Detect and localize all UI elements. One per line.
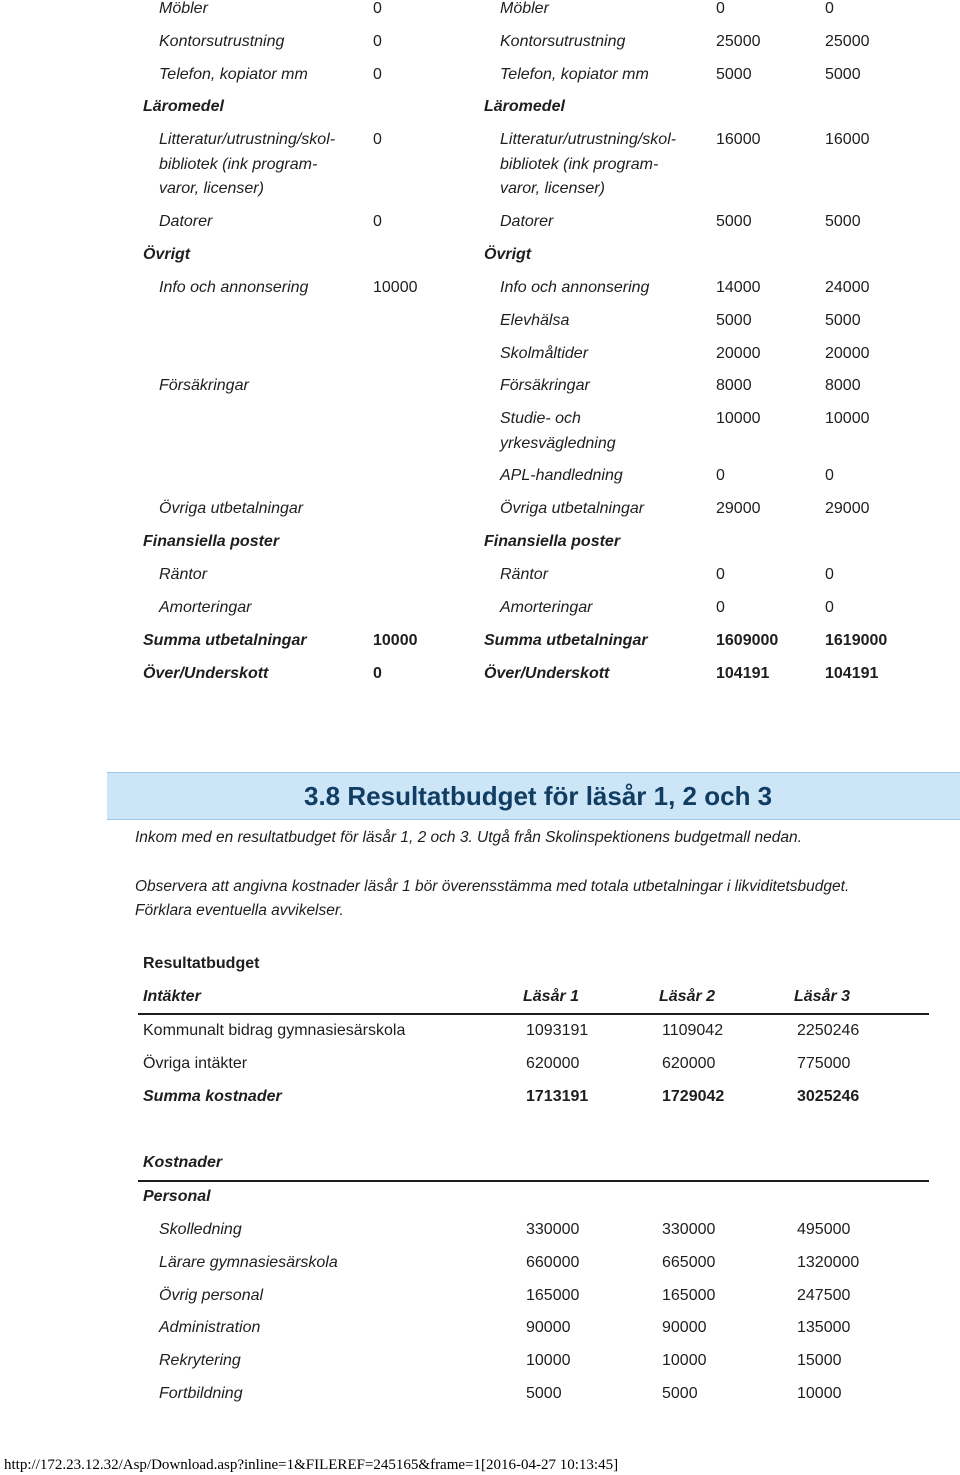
personnel-row-value: 90000 <box>662 1319 707 1337</box>
left-row-label: Summa utbetalningar <box>143 632 307 649</box>
right-row-label: bibliotek (ink program- <box>500 155 659 173</box>
right-row-label: yrkesvägledning <box>500 434 616 452</box>
income-total-value: 1729042 <box>662 1088 725 1105</box>
right-row-label: varor, licenser) <box>500 180 605 197</box>
right-row-value-2: 0 <box>825 599 834 616</box>
right-row-value-2: 10000 <box>825 410 870 427</box>
right-row-value-2: 20000 <box>825 345 870 362</box>
right-row-value-2: 5000 <box>825 312 861 329</box>
income-row-value: 2250246 <box>797 1022 860 1039</box>
left-row-label: Litteratur/utrustning/skol- <box>159 131 336 148</box>
section-intro: Inkom med en resultatbudget för läsår 1, 2 och 3. Utgå från Skolinspektionens budgetmall nedan. <box>135 829 802 846</box>
left-row-label: Möbler <box>159 0 208 17</box>
personnel-row-value: 10000 <box>662 1352 707 1370</box>
income-header-label: Intäkter <box>143 988 201 1005</box>
right-row-label: Datorer <box>500 213 554 230</box>
personnel-row-value: 90000 <box>526 1319 571 1337</box>
personnel-row-value: 165000 <box>662 1286 716 1304</box>
section-title: 3.8 Resultatbudget för läsår 1, 2 och 3 <box>304 781 773 811</box>
right-row-value-2: 104191 <box>825 665 879 682</box>
income-header-col: Läsår 2 <box>659 988 716 1005</box>
left-row-value: 0 <box>373 66 382 83</box>
right-row-value-1: 16000 <box>716 131 761 148</box>
right-row-label: Studie- och <box>500 410 581 427</box>
right-row-value-2: 29000 <box>825 500 870 517</box>
left-row-value: 0 <box>373 0 382 17</box>
right-row-value-2: 0 <box>825 0 834 17</box>
income-total-label: Summa kostnader <box>143 1088 282 1105</box>
right-row-value-1: 5000 <box>716 312 752 329</box>
left-row-label: Info och annonsering <box>159 279 309 296</box>
personnel-row-value: 1320000 <box>797 1253 860 1271</box>
right-row-label: Kontorsutrustning <box>500 33 626 50</box>
personnel-row-value: 10000 <box>797 1385 842 1402</box>
right-row-value-1: 0 <box>716 566 725 583</box>
right-row-value-1: 1609000 <box>716 632 779 649</box>
personnel-row-label: Skolledning <box>159 1221 242 1238</box>
personnel-row-value: 15000 <box>797 1352 842 1370</box>
right-row-label: Telefon, kopiator mm <box>500 66 649 83</box>
result-budget-title: Resultatbudget <box>143 955 260 972</box>
right-section-heading: Övrigt <box>484 246 532 263</box>
personnel-row-value: 247500 <box>797 1286 851 1304</box>
personnel-row-value: 10000 <box>526 1352 571 1370</box>
right-row-value-1: 25000 <box>716 33 761 50</box>
right-section-heading: Läromedel <box>484 98 565 115</box>
personnel-row-value: 330000 <box>662 1221 716 1238</box>
income-total-value: 3025246 <box>797 1088 860 1105</box>
left-row-label: bibliotek (ink program- <box>159 155 318 173</box>
left-row-label: Telefon, kopiator mm <box>159 66 308 83</box>
income-row-value: 620000 <box>662 1055 716 1072</box>
right-row-label: Övriga utbetalningar <box>500 500 645 517</box>
right-row-label: Möbler <box>500 0 549 17</box>
personnel-row-label: Lärare gymnasiesärskola <box>159 1253 338 1271</box>
left-row-value: 0 <box>373 131 382 148</box>
costs-title: Kostnader <box>143 1154 223 1171</box>
right-row-label: Räntor <box>500 566 549 583</box>
right-row-value-1: 0 <box>716 0 725 17</box>
personnel-title: Personal <box>143 1188 211 1205</box>
left-row-value: 10000 <box>373 632 418 649</box>
right-row-label: Över/Underskott <box>484 665 610 682</box>
income-row-label: Kommunalt bidrag gymnasiesärskola <box>143 1022 406 1039</box>
income-header-col: Läsår 1 <box>523 988 580 1005</box>
right-row-label: Elevhälsa <box>500 312 570 329</box>
personnel-row-value: 330000 <box>526 1221 580 1238</box>
personnel-row-label: Fortbildning <box>159 1385 243 1402</box>
income-row-value: 620000 <box>526 1055 580 1072</box>
right-row-value-2: 5000 <box>825 66 861 83</box>
right-row-label: Skolmåltider <box>500 345 589 362</box>
income-row-value: 1093191 <box>526 1022 589 1039</box>
right-section-heading: Finansiella poster <box>484 533 621 550</box>
left-row-value: 0 <box>373 665 382 682</box>
right-row-value-1: 5000 <box>716 213 752 230</box>
left-section-heading: Läromedel <box>143 98 224 115</box>
costs-rule <box>138 1180 929 1182</box>
personnel-row-value: 660000 <box>526 1253 580 1271</box>
right-row-value-2: 0 <box>825 566 834 583</box>
left-row-label: Amorteringar <box>159 599 252 616</box>
left-row-value: 10000 <box>373 279 418 296</box>
right-row-label: Försäkringar <box>500 377 590 394</box>
personnel-row-value: 5000 <box>526 1385 562 1402</box>
income-header-col: Läsår 3 <box>794 988 851 1005</box>
left-row-label: Kontorsutrustning <box>159 33 285 50</box>
right-row-value-2: 5000 <box>825 213 861 230</box>
personnel-row-value: 665000 <box>662 1253 716 1271</box>
left-section-heading: Övrigt <box>143 246 191 263</box>
left-row-label: Datorer <box>159 213 213 230</box>
section-note-line: Förklara eventuella avvikelser. <box>135 902 344 919</box>
right-row-label: Amorteringar <box>500 599 593 616</box>
footer-url[interactable]: http://172.23.12.32/Asp/Download.asp?inline=1&FILEREF=245165&frame=1[2016-04-27 10:13:45] <box>4 1457 619 1473</box>
income-total-value: 1713191 <box>526 1088 589 1105</box>
right-row-value-1: 14000 <box>716 279 761 296</box>
personnel-row-label: Rekrytering <box>159 1352 241 1370</box>
right-row-label: APL-handledning <box>500 467 623 484</box>
left-section-heading: Finansiella poster <box>143 533 280 550</box>
right-row-value-2: 16000 <box>825 131 870 148</box>
income-row-value: 1109042 <box>662 1022 724 1039</box>
right-row-value-2: 24000 <box>825 279 870 296</box>
personnel-row-value: 165000 <box>526 1286 580 1304</box>
right-row-value-2: 8000 <box>825 377 861 394</box>
left-row-label: Övriga utbetalningar <box>159 500 304 517</box>
left-row-value: 0 <box>373 33 382 50</box>
income-row-value: 775000 <box>797 1055 851 1072</box>
left-row-label: Försäkringar <box>159 377 249 394</box>
right-row-value-1: 8000 <box>716 377 752 394</box>
personnel-row-value: 5000 <box>662 1385 698 1402</box>
right-row-value-2: 1619000 <box>825 632 888 649</box>
right-row-value-2: 25000 <box>825 33 870 50</box>
section-note-line: Observera att angivna kostnader läsår 1 bör överensstämma med totala utbetalningar i likviditetsbudget. <box>135 878 850 895</box>
right-row-label: Info och annonsering <box>500 279 650 296</box>
income-row-label: Övriga intäkter <box>143 1055 248 1072</box>
personnel-row-value: 135000 <box>797 1319 851 1337</box>
personnel-row-value: 495000 <box>797 1221 851 1238</box>
right-row-value-2: 0 <box>825 467 834 484</box>
left-row-label: Över/Underskott <box>143 665 269 682</box>
right-row-value-1: 29000 <box>716 500 761 517</box>
left-row-label: Räntor <box>159 566 208 583</box>
right-row-value-1: 0 <box>716 467 725 484</box>
left-row-label: varor, licenser) <box>159 180 264 197</box>
left-row-value: 0 <box>373 213 382 230</box>
right-row-value-1: 20000 <box>716 345 761 362</box>
personnel-row-label: Administration <box>159 1319 261 1337</box>
right-row-value-1: 104191 <box>716 665 770 682</box>
right-row-value-1: 0 <box>716 599 725 616</box>
right-row-label: Summa utbetalningar <box>484 632 648 649</box>
right-row-value-1: 5000 <box>716 66 752 83</box>
right-row-label: Litteratur/utrustning/skol- <box>500 131 677 148</box>
right-row-value-1: 10000 <box>716 410 761 427</box>
personnel-row-label: Övrig personal <box>159 1286 264 1304</box>
header-rule <box>138 1013 929 1015</box>
